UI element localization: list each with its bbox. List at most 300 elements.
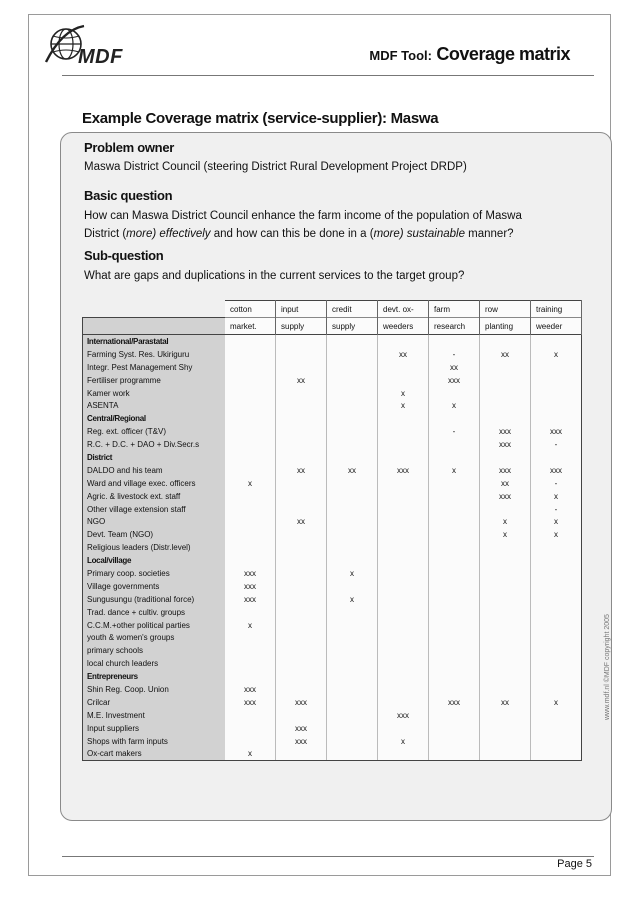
matrix-row: [83, 528, 582, 541]
matrix-cell: xxx: [480, 425, 531, 438]
matrix-cell: [276, 593, 327, 606]
matrix-row-label: Sungusungu (traditional force): [83, 593, 226, 606]
matrix-row: [83, 567, 582, 580]
header-divider: [62, 75, 594, 76]
matrix-cell: [327, 361, 378, 374]
matrix-row: [83, 425, 582, 438]
matrix-cell: [225, 451, 276, 464]
matrix-cell: xxx: [225, 567, 276, 580]
matrix-cell: [225, 503, 276, 516]
side-copyright-text: www.mdf.nl ©MDF copyright 2005: [604, 614, 611, 720]
matrix-cell: [225, 464, 276, 477]
matrix-cell: [225, 631, 276, 644]
matrix-cell: [225, 541, 276, 554]
matrix-row: [83, 735, 582, 748]
matrix-column-header: supply: [327, 318, 378, 335]
matrix-cell: xxx: [480, 464, 531, 477]
matrix-header-row: [83, 301, 582, 318]
matrix-cell: [429, 644, 480, 657]
matrix-cell: [327, 631, 378, 644]
matrix-cell: [480, 387, 531, 400]
matrix-cell: [276, 580, 327, 593]
matrix-cell: [225, 412, 276, 425]
matrix-cell: xx: [378, 348, 429, 361]
tool-label: MDF Tool:: [369, 48, 432, 63]
matrix-cell: -: [531, 477, 582, 490]
matrix-cell: [531, 580, 582, 593]
matrix-row-label: C.C.M.+other political parties: [83, 619, 226, 632]
matrix-group-row: [83, 335, 582, 348]
matrix-cell: [327, 528, 378, 541]
matrix-cell: [429, 451, 480, 464]
matrix-cell: [480, 541, 531, 554]
matrix-header-blank: [83, 318, 226, 335]
matrix-cell: [225, 438, 276, 451]
matrix-cell: x: [327, 567, 378, 580]
matrix-cell: [531, 644, 582, 657]
matrix-cell: [378, 657, 429, 670]
matrix-column-header: market.: [225, 318, 276, 335]
matrix-cell: [531, 722, 582, 735]
matrix-cell: [327, 515, 378, 528]
matrix-row: [83, 541, 582, 554]
matrix-cell: [378, 606, 429, 619]
matrix-cell: [480, 748, 531, 761]
footer-divider: [62, 856, 594, 857]
matrix-cell: [225, 657, 276, 670]
matrix-row: [83, 374, 582, 387]
matrix-cell: [378, 528, 429, 541]
matrix-cell: [480, 399, 531, 412]
matrix-cell: xxx: [225, 593, 276, 606]
matrix-column-header: devt. ox-: [378, 301, 429, 318]
matrix-cell: x: [480, 515, 531, 528]
basic-question-text: [84, 207, 584, 243]
matrix-cell: [531, 335, 582, 348]
matrix-cell: x: [531, 490, 582, 503]
matrix-cell: [531, 748, 582, 761]
matrix-cell: [276, 438, 327, 451]
matrix-cell: [378, 451, 429, 464]
matrix-cell: [225, 425, 276, 438]
matrix-cell: [276, 670, 327, 683]
matrix-row: [83, 399, 582, 412]
matrix-cell: [276, 683, 327, 696]
matrix-column-header: supply: [276, 318, 327, 335]
matrix-cell: [480, 554, 531, 567]
matrix-header-blank: [83, 301, 226, 318]
matrix-cell: xxx: [225, 580, 276, 593]
matrix-cell: [480, 593, 531, 606]
matrix-row: [83, 387, 582, 400]
matrix-cell: xx: [429, 361, 480, 374]
matrix-cell: [429, 438, 480, 451]
matrix-column-header: farm: [429, 301, 480, 318]
page-number: Page 5: [557, 858, 592, 870]
matrix-cell: [429, 515, 480, 528]
matrix-cell: [378, 541, 429, 554]
matrix-cell: [378, 670, 429, 683]
matrix-cell: [429, 722, 480, 735]
matrix-group-row: [83, 412, 582, 425]
matrix-cell: [225, 490, 276, 503]
matrix-cell: x: [225, 619, 276, 632]
matrix-cell: x: [531, 528, 582, 541]
matrix-cell: [531, 399, 582, 412]
matrix-cell: [276, 631, 327, 644]
matrix-cell: [531, 387, 582, 400]
matrix-cell: [327, 348, 378, 361]
matrix-cell: [225, 644, 276, 657]
matrix-cell: [327, 387, 378, 400]
matrix-column-header: cotton: [225, 301, 276, 318]
matrix-cell: [276, 361, 327, 374]
matrix-cell: [327, 606, 378, 619]
matrix-cell: [276, 412, 327, 425]
matrix-cell: [429, 709, 480, 722]
matrix-cell: x: [429, 399, 480, 412]
matrix-cell: -: [429, 425, 480, 438]
matrix-cell: [429, 619, 480, 632]
matrix-row: [83, 722, 582, 735]
matrix-cell: [429, 387, 480, 400]
matrix-column-header: planting: [480, 318, 531, 335]
matrix-cell: [429, 528, 480, 541]
matrix-row-label: M.E. Investment: [83, 709, 226, 722]
matrix-cell: [327, 503, 378, 516]
document-title: Example Coverage matrix (service-supplier): Maswa: [82, 110, 439, 127]
matrix-cell: [276, 554, 327, 567]
matrix-cell: [327, 477, 378, 490]
matrix-cell: xx: [480, 477, 531, 490]
matrix-cell: [480, 580, 531, 593]
matrix-row: [83, 631, 582, 644]
matrix-cell: [378, 722, 429, 735]
matrix-cell: [327, 580, 378, 593]
matrix-cell: [225, 335, 276, 348]
matrix-cell: [378, 683, 429, 696]
matrix-cell: [276, 387, 327, 400]
matrix-cell: xxx: [276, 735, 327, 748]
matrix-cell: [429, 412, 480, 425]
matrix-cell: [276, 503, 327, 516]
matrix-cell: x: [378, 735, 429, 748]
matrix-row-label: Integr. Pest Management Shy: [83, 361, 226, 374]
matrix-row-label: Input suppliers: [83, 722, 226, 735]
matrix-cell: [225, 374, 276, 387]
matrix-group-label: Local/village: [83, 554, 226, 567]
matrix-cell: [378, 580, 429, 593]
matrix-cell: [378, 554, 429, 567]
matrix-column-header: research: [429, 318, 480, 335]
matrix-cell: x: [531, 348, 582, 361]
matrix-group-label: International/Parastatal: [83, 335, 226, 348]
matrix-cell: xxx: [225, 683, 276, 696]
matrix-cell: [327, 490, 378, 503]
matrix-row-label: Other village extension staff: [83, 503, 226, 516]
matrix-cell: [480, 670, 531, 683]
matrix-cell: [531, 374, 582, 387]
matrix-cell: xx: [327, 464, 378, 477]
matrix-cell: [480, 606, 531, 619]
matrix-group-row: [83, 554, 582, 567]
matrix-cell: x: [480, 528, 531, 541]
matrix-cell: [531, 412, 582, 425]
matrix-cell: [531, 554, 582, 567]
matrix-cell: [429, 735, 480, 748]
matrix-cell: [276, 644, 327, 657]
matrix-cell: [327, 412, 378, 425]
matrix-cell: -: [531, 503, 582, 516]
matrix-cell: [327, 335, 378, 348]
matrix-row-label: Fertiliser programme: [83, 374, 226, 387]
matrix-cell: [225, 606, 276, 619]
matrix-cell: x: [378, 399, 429, 412]
matrix-cell: x: [429, 464, 480, 477]
matrix-cell: [531, 567, 582, 580]
matrix-cell: xxx: [429, 374, 480, 387]
logo-text: MDF: [78, 46, 123, 68]
matrix-group-label: Entrepreneurs: [83, 670, 226, 683]
matrix-cell: [531, 451, 582, 464]
matrix-cell: [378, 438, 429, 451]
matrix-cell: [276, 477, 327, 490]
matrix-cell: xxx: [225, 696, 276, 709]
matrix-row-label: R.C. + D.C. + DAO + Div.Secr.s: [83, 438, 226, 451]
matrix-row-label: Devt. Team (NGO): [83, 528, 226, 541]
matrix-cell: [429, 593, 480, 606]
matrix-row-label: Ox-cart makers: [83, 748, 226, 761]
matrix-cell: [480, 412, 531, 425]
matrix-row-label: Shops with farm inputs: [83, 735, 226, 748]
matrix-header-row: [83, 318, 582, 335]
matrix-cell: [429, 503, 480, 516]
matrix-cell: [327, 670, 378, 683]
basic-question-heading: Basic question: [84, 188, 173, 203]
matrix-cell: xx: [480, 348, 531, 361]
matrix-group-row: [83, 670, 582, 683]
matrix-cell: [276, 490, 327, 503]
matrix-cell: [378, 412, 429, 425]
matrix-cell: [531, 683, 582, 696]
matrix-cell: [378, 644, 429, 657]
matrix-row: [83, 644, 582, 657]
matrix-row-label: Farming Syst. Res. Ukiriguru: [83, 348, 226, 361]
matrix-row-label: Religious leaders (Distr.level): [83, 541, 226, 554]
matrix-cell: [429, 567, 480, 580]
matrix-cell: [276, 657, 327, 670]
matrix-cell: [480, 374, 531, 387]
tool-name: Coverage matrix: [436, 44, 570, 64]
matrix-group-label: District: [83, 451, 226, 464]
matrix-column-header: row: [480, 301, 531, 318]
matrix-cell: [480, 361, 531, 374]
matrix-cell: [327, 619, 378, 632]
matrix-row-label: ASENTA: [83, 399, 226, 412]
matrix-cell: [276, 528, 327, 541]
matrix-cell: [378, 490, 429, 503]
matrix-cell: [480, 503, 531, 516]
matrix-row: [83, 606, 582, 619]
matrix-cell: -: [429, 348, 480, 361]
matrix-cell: [378, 503, 429, 516]
matrix-row-label: Ward and village exec. officers: [83, 477, 226, 490]
matrix-cell: [327, 735, 378, 748]
matrix-cell: xxx: [531, 425, 582, 438]
matrix-cell: [225, 399, 276, 412]
matrix-row-label: Trad. dance + cultiv. groups: [83, 606, 226, 619]
matrix-cell: [276, 451, 327, 464]
matrix-column-header: weeder: [531, 318, 582, 335]
matrix-cell: [429, 554, 480, 567]
matrix-cell: [531, 361, 582, 374]
matrix-cell: x: [327, 593, 378, 606]
matrix-cell: xx: [276, 464, 327, 477]
matrix-row-label: primary schools: [83, 644, 226, 657]
matrix-cell: x: [225, 748, 276, 761]
sub-question-heading: Sub-question: [84, 248, 164, 263]
matrix-cell: x: [225, 477, 276, 490]
matrix-cell: [429, 477, 480, 490]
matrix-row: [83, 515, 582, 528]
matrix-cell: [327, 451, 378, 464]
matrix-cell: xxx: [276, 722, 327, 735]
matrix-cell: [429, 490, 480, 503]
matrix-row: [83, 438, 582, 451]
matrix-cell: [378, 374, 429, 387]
matrix-row: [83, 593, 582, 606]
matrix-row-label: Kamer work: [83, 387, 226, 400]
matrix-cell: [531, 735, 582, 748]
matrix-cell: [480, 722, 531, 735]
matrix-cell: [429, 748, 480, 761]
matrix-row: [83, 696, 582, 709]
basic-question-line2d: more) sustainable: [373, 228, 465, 240]
basic-question-line1: How can Maswa District Council enhance the farm income of the population of Maswa: [84, 210, 522, 222]
header-title: [369, 44, 570, 65]
matrix-cell: [276, 567, 327, 580]
matrix-cell: xxx: [480, 438, 531, 451]
matrix-cell: [327, 438, 378, 451]
matrix-cell: [225, 722, 276, 735]
matrix-cell: [225, 735, 276, 748]
matrix-cell: [276, 541, 327, 554]
matrix-cell: [480, 619, 531, 632]
matrix-row-label: youth & women's groups: [83, 631, 226, 644]
matrix-cell: xxx: [378, 709, 429, 722]
basic-question-line2e: manner?: [464, 228, 514, 240]
matrix-cell: xx: [276, 374, 327, 387]
matrix-cell: xxx: [276, 696, 327, 709]
matrix-cell: [531, 606, 582, 619]
matrix-cell: [531, 657, 582, 670]
matrix-cell: [327, 683, 378, 696]
matrix-cell: [480, 631, 531, 644]
matrix-cell: [327, 644, 378, 657]
matrix-cell: [429, 631, 480, 644]
matrix-cell: [327, 541, 378, 554]
matrix-cell: [327, 722, 378, 735]
matrix-cell: [327, 425, 378, 438]
matrix-row: [83, 709, 582, 722]
matrix-row-label: Crilcar: [83, 696, 226, 709]
matrix-group-row: [83, 451, 582, 464]
problem-owner-heading: Problem owner: [84, 140, 175, 155]
matrix-cell: [225, 709, 276, 722]
coverage-matrix-table: [82, 300, 582, 761]
matrix-cell: xxx: [378, 464, 429, 477]
matrix-cell: [276, 748, 327, 761]
matrix-cell: [429, 683, 480, 696]
matrix-cell: [225, 554, 276, 567]
matrix-row-label: Primary coop. societies: [83, 567, 226, 580]
sub-question-text: What are gaps and duplications in the current services to the target group?: [84, 270, 465, 282]
matrix-row: [83, 490, 582, 503]
matrix-row-label: DALDO and his team: [83, 464, 226, 477]
matrix-cell: [429, 606, 480, 619]
matrix-column-header: input: [276, 301, 327, 318]
matrix-cell: [480, 709, 531, 722]
matrix-cell: [327, 657, 378, 670]
matrix-cell: [480, 451, 531, 464]
matrix-column-header: credit: [327, 301, 378, 318]
matrix-column-header: training: [531, 301, 582, 318]
matrix-cell: [276, 709, 327, 722]
matrix-cell: x: [531, 696, 582, 709]
matrix-cell: [429, 580, 480, 593]
matrix-cell: [327, 399, 378, 412]
matrix-cell: [225, 387, 276, 400]
matrix-cell: [429, 657, 480, 670]
matrix-cell: [531, 709, 582, 722]
basic-question-line2a: District (: [84, 228, 127, 240]
matrix-cell: [327, 748, 378, 761]
matrix-cell: [480, 335, 531, 348]
matrix-cell: [225, 361, 276, 374]
matrix-cell: [378, 477, 429, 490]
matrix-cell: [378, 619, 429, 632]
matrix-cell: [429, 670, 480, 683]
basic-question-line2c: and how can this be done in a (: [210, 228, 374, 240]
matrix-row: [83, 348, 582, 361]
matrix-cell: [378, 515, 429, 528]
matrix-cell: xxx: [480, 490, 531, 503]
matrix-cell: [327, 709, 378, 722]
matrix-cell: [327, 696, 378, 709]
matrix-cell: xx: [276, 515, 327, 528]
matrix-cell: [378, 593, 429, 606]
matrix-row-label: Reg. ext. officer (T&V): [83, 425, 226, 438]
matrix-cell: [276, 425, 327, 438]
matrix-cell: [429, 335, 480, 348]
matrix-cell: [276, 619, 327, 632]
matrix-cell: [276, 606, 327, 619]
matrix-row-label: local church leaders: [83, 657, 226, 670]
matrix-cell: [378, 696, 429, 709]
matrix-cell: [276, 348, 327, 361]
matrix-cell: [327, 374, 378, 387]
matrix-cell: [378, 567, 429, 580]
matrix-cell: [327, 554, 378, 567]
matrix-column-header: weeders: [378, 318, 429, 335]
matrix-cell: [531, 619, 582, 632]
matrix-cell: [531, 631, 582, 644]
problem-owner-text: Maswa District Council (steering District Rural Development Project DRDP): [84, 161, 467, 173]
matrix-cell: [225, 670, 276, 683]
matrix-cell: [429, 541, 480, 554]
matrix-row: [83, 748, 582, 761]
matrix-cell: -: [531, 438, 582, 451]
